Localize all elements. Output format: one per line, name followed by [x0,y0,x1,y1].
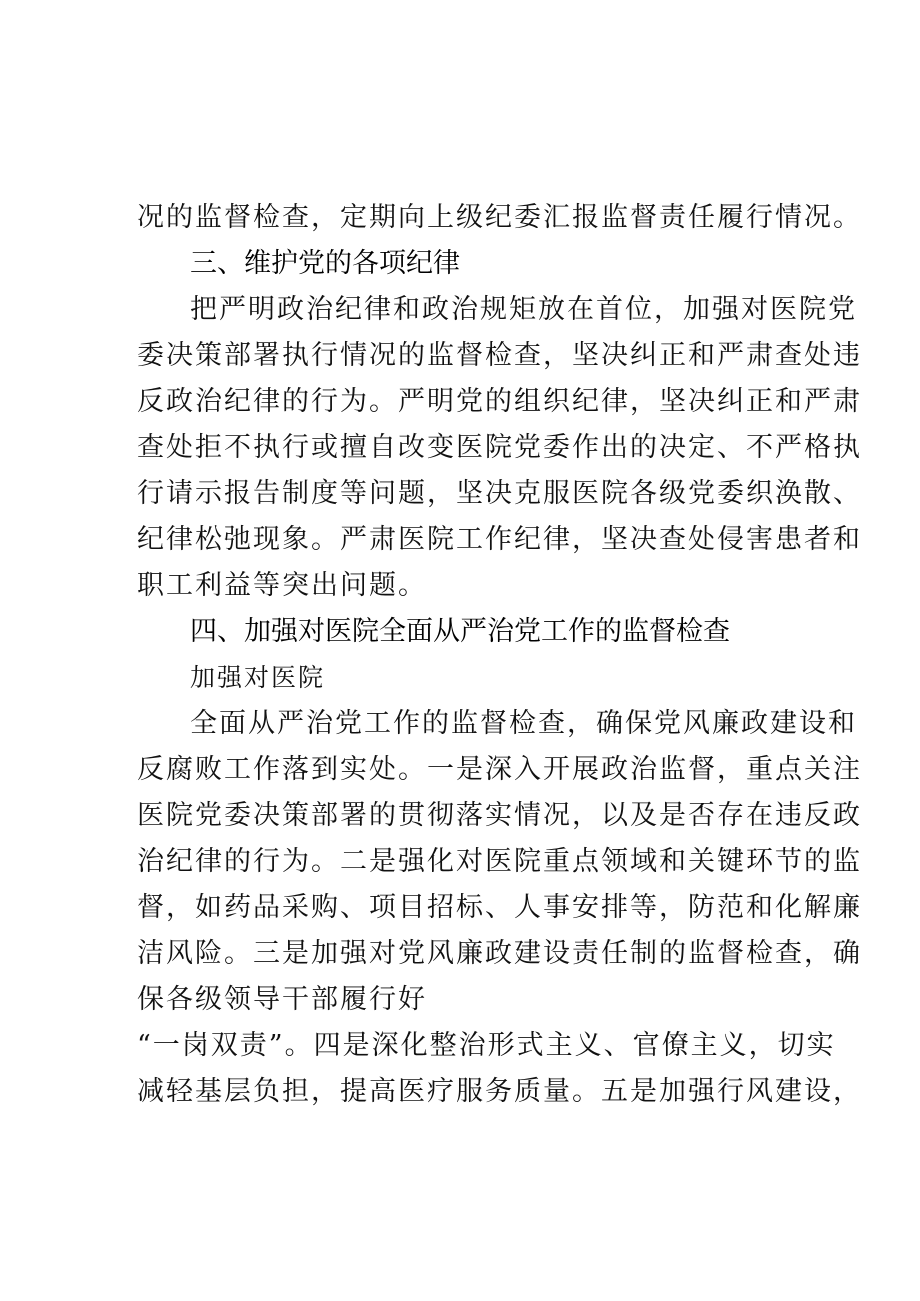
paragraph-line: “一岗双责”。四是深化整治形式主义、官僚主义，切实 [137,1030,836,1061]
paragraph-line: 洁风险。三是加强对党风廉政建设责任制的监督检查，确 [137,938,862,969]
paragraph-line: 反腐败工作落到实处。一是深入开展政治监督，重点关注 [137,754,862,785]
paragraph-line: 行请示报告制度等问题，坚决克服医院各级党委织涣散、 [137,478,862,509]
section-heading-4: 四、加强对医院全面从严治党工作的监督检查 [190,616,730,647]
paragraph-line: 委决策部署执行情况的监督检查，坚决纠正和严肃查处违 [137,340,862,371]
paragraph-line: 督，如药品采购、项目招标、人事安排等，防范和化解廉 [137,892,862,923]
paragraph-line: 治纪律的行为。二是强化对医院重点领域和关键环节的监 [137,846,862,877]
paragraph-line: 况的监督检查，定期向上级纪委汇报监督责任履行情况。 [137,202,862,233]
paragraph-line: 纪律松弛现象。严肃医院工作纪律，坚决查处侵害患者和 [137,524,862,555]
paragraph-line: 减轻基层负担，提高医疗服务质量。五是加强行风建设， [137,1076,862,1107]
section-heading-3: 三、维护党的各项纪律 [190,248,460,279]
paragraph-line: 全面从严治党工作的监督检查，确保党风廉政建设和 [190,708,857,739]
paragraph-line: 把严明政治纪律和政治规矩放在首位，加强对医院党 [190,294,857,325]
paragraph-line: 医院党委决策部署的贯彻落实情况，以及是否存在违反政 [137,800,862,831]
paragraph-line: 职工利益等突出问题。 [137,570,427,601]
paragraph-line: 保各级领导干部履行好 [137,984,427,1015]
paragraph-line: 查处拒不执行或擅自改变医院党委作出的决定、不严格执 [137,432,862,463]
paragraph-line: 反政治纪律的行为。严明党的组织纪律，坚决纠正和严肃 [137,386,862,417]
paragraph-line: 加强对医院 [190,663,326,692]
